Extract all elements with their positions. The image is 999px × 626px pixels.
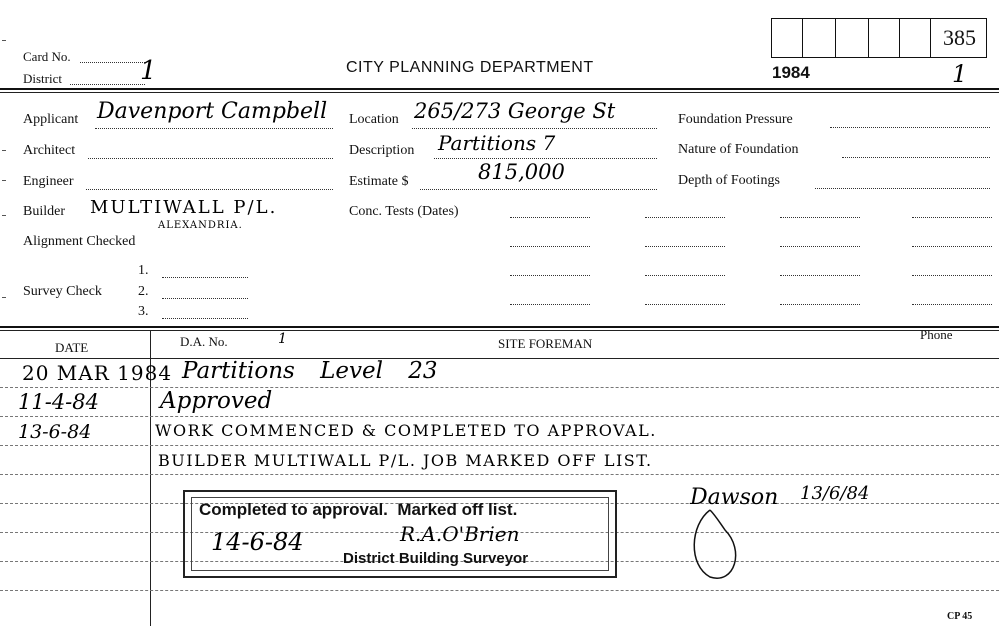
row-line — [0, 474, 999, 475]
survey-num-3: 3. — [138, 304, 149, 319]
margin-tick — [2, 150, 6, 151]
row-line — [0, 387, 999, 388]
entry-text: Approved — [160, 388, 273, 414]
description-label: Description — [349, 143, 415, 158]
stamp-footer: District Building Surveyor — [343, 550, 529, 567]
stamp-text: Completed to approval. Marked off list. — [199, 500, 518, 519]
conc-dots-4d — [912, 304, 992, 305]
entry-text: Partitions Level 23 — [182, 358, 438, 384]
card-no-dots — [80, 62, 145, 63]
applicant-label: Applicant — [23, 112, 79, 127]
description-dots — [434, 158, 657, 159]
signoff-date: 13/6/84 — [800, 483, 870, 504]
log-rule-top — [0, 326, 999, 328]
year: 1984 — [772, 63, 810, 82]
conc-dots-1b — [645, 217, 725, 218]
entry-text: BUILDER MULTIWALL P/L. JOB MARKED OFF LIST. — [158, 451, 653, 470]
conc-dots-3a — [510, 275, 590, 276]
signature-loop-icon — [680, 505, 750, 585]
engineer-label: Engineer — [23, 174, 74, 189]
location-value: 265/273 George St — [414, 99, 616, 123]
header-rule — [0, 88, 999, 90]
entry-text: WORK COMMENCED & COMPLETED TO APPROVAL. — [155, 421, 657, 440]
approval-stamp — [183, 490, 617, 578]
header-rule-2 — [0, 92, 999, 93]
margin-tick — [2, 40, 6, 41]
card-number-box — [771, 18, 987, 58]
da-header: D.A. No. — [180, 334, 228, 349]
entry-date: 20 MAR 1984 — [22, 361, 173, 385]
survey-num-1: 1. — [138, 263, 149, 278]
row-line — [0, 445, 999, 446]
survey-dots-3 — [162, 318, 248, 319]
conc-dots-1c — [780, 217, 860, 218]
stamp-signature: R.A.O'Brien — [400, 522, 520, 546]
survey-dots-1 — [162, 277, 248, 278]
location-dots — [412, 128, 657, 129]
applicant-value: Davenport Campbell — [97, 99, 328, 124]
log-header-rule — [0, 358, 999, 359]
site-foreman-header: SITE FOREMAN — [498, 336, 593, 351]
nature-dots — [842, 157, 990, 158]
engineer-dots — [86, 189, 333, 190]
margin-tick — [2, 215, 6, 216]
foundation-pressure-dots — [830, 127, 990, 128]
conc-dots-1a — [510, 217, 590, 218]
date-header: DATE — [55, 340, 89, 355]
applicant-dots — [95, 128, 333, 129]
estimate-value: 815,000 — [478, 160, 565, 184]
entry-date: 13-6-84 — [18, 421, 92, 443]
survey-dots-2 — [162, 298, 248, 299]
conc-dots-2a — [510, 246, 590, 247]
builder-sub: ALEXANDRIA. — [158, 220, 243, 231]
description-value: Partitions 7 — [438, 131, 556, 155]
form-code: CP 45 — [947, 611, 973, 622]
builder-value: MULTIWALL P/L. — [90, 197, 278, 218]
signoff-signature: Dawson — [690, 485, 779, 510]
conc-dots-1d — [912, 217, 992, 218]
phone-header: Phone — [920, 327, 953, 342]
card-number: 385 — [943, 25, 976, 50]
stamp-date: 14-6-84 — [211, 528, 304, 556]
card-no-label: Card No. — [23, 49, 71, 64]
margin-tick — [2, 180, 6, 181]
conc-dots-4c — [780, 304, 860, 305]
estimate-dots — [420, 189, 657, 190]
conc-dots-3d — [912, 275, 992, 276]
district-dots — [70, 84, 145, 85]
conc-dots-2c — [780, 246, 860, 247]
survey-label: Survey Check — [23, 284, 102, 299]
margin-tick — [2, 297, 6, 298]
row-line — [0, 416, 999, 417]
conc-dots-4b — [645, 304, 725, 305]
district-label: District — [23, 71, 62, 86]
depth-dots — [815, 188, 990, 189]
conc-dots-2b — [645, 246, 725, 247]
survey-num-2: 2. — [138, 284, 149, 299]
conc-dots-3b — [645, 275, 725, 276]
year-note: 1 — [952, 60, 968, 88]
architect-dots — [88, 158, 333, 159]
location-label: Location — [349, 112, 399, 127]
builder-label: Builder — [23, 204, 65, 219]
conc-dots-2d — [912, 246, 992, 247]
foundation-pressure-label: Foundation Pressure — [678, 112, 793, 127]
conc-dots-3c — [780, 275, 860, 276]
district-value: 1 — [140, 56, 157, 86]
nature-label: Nature of Foundation — [678, 142, 799, 157]
conc-dots-4a — [510, 304, 590, 305]
row-line — [0, 590, 999, 591]
page-title: CITY PLANNING DEPARTMENT — [346, 59, 594, 76]
entry-date: 11-4-84 — [18, 390, 99, 414]
alignment-label: Alignment Checked — [23, 234, 136, 249]
conc-tests-label: Conc. Tests (Dates) — [349, 204, 459, 219]
da-value: 1 — [278, 331, 287, 347]
architect-label: Architect — [23, 143, 76, 158]
depth-label: Depth of Footings — [678, 173, 780, 188]
estimate-label: Estimate $ — [349, 174, 409, 189]
